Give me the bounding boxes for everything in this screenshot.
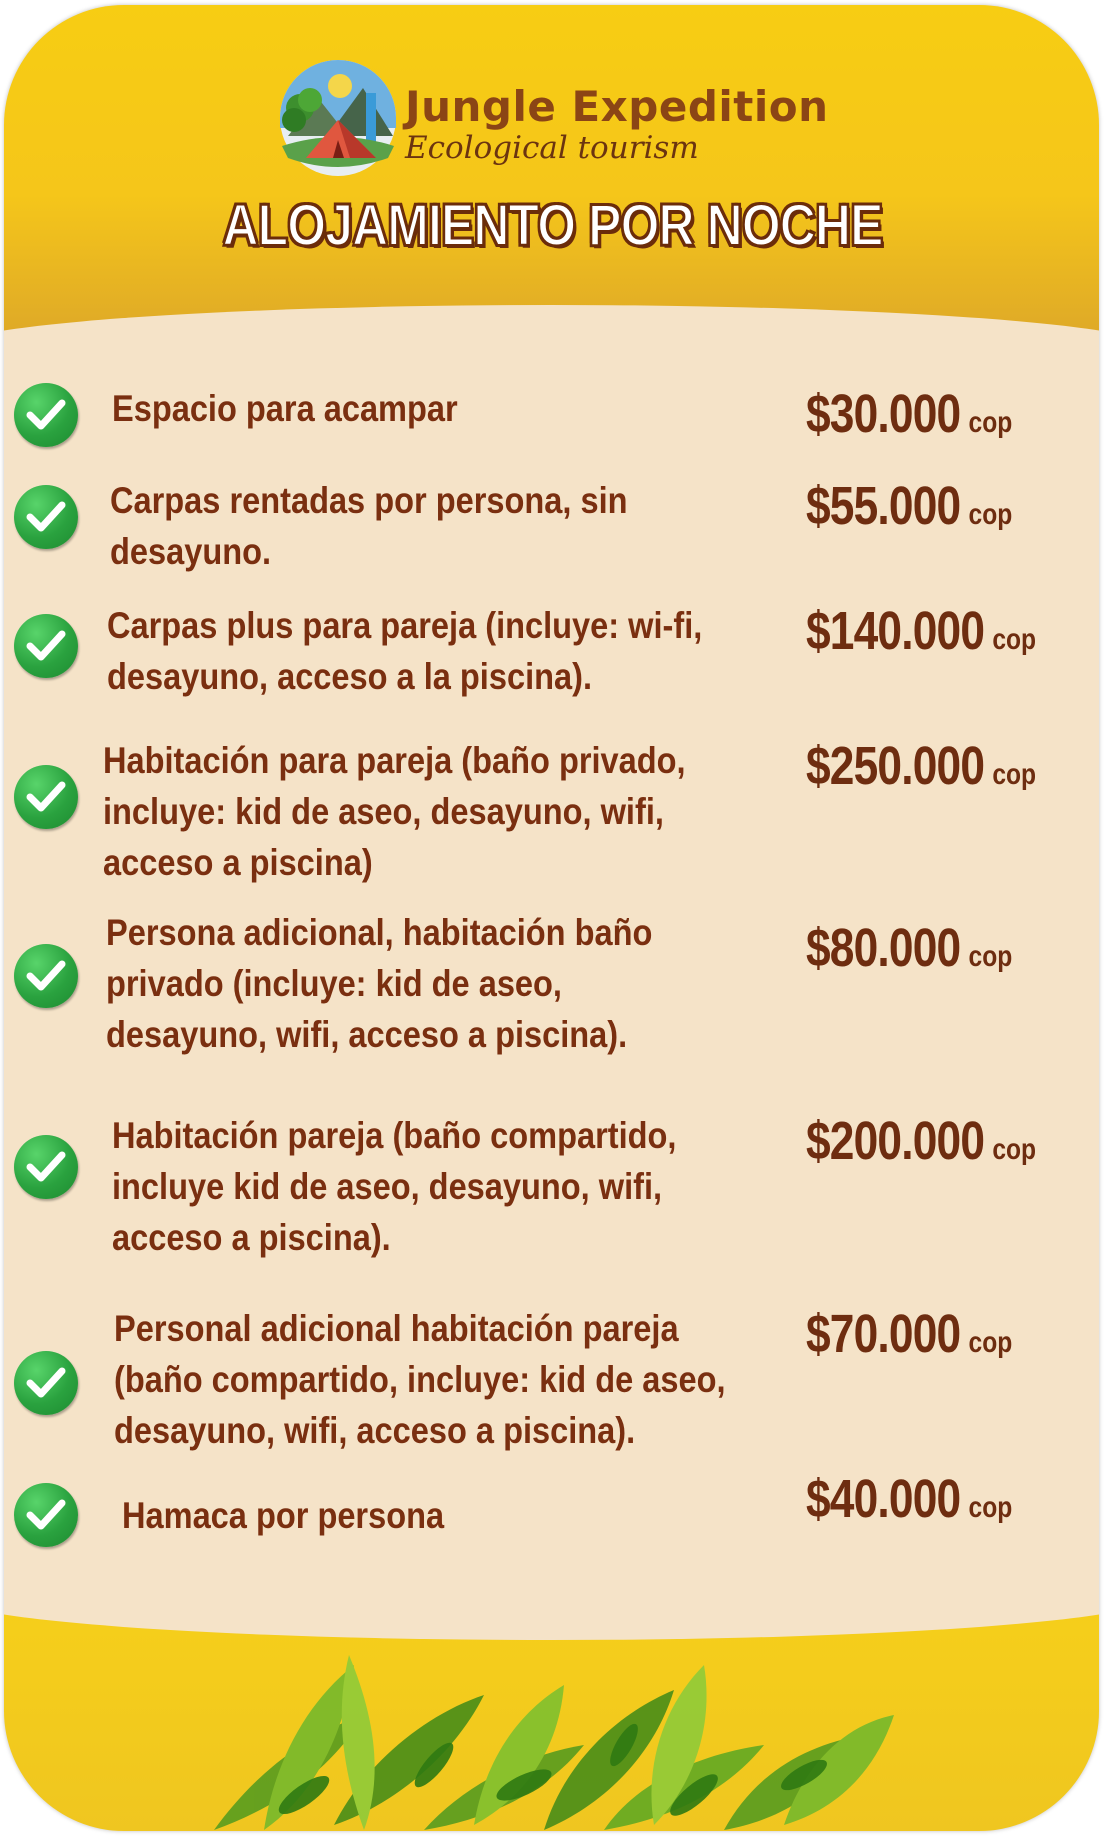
item-price [806,475,1012,537]
item-price [806,1110,1036,1172]
price-currency: cop [992,623,1037,656]
check-circle-icon [14,1135,78,1199]
price-currency: cop [992,1133,1037,1166]
item-description: Espacio para acampar [112,388,458,429]
price-amount: $250.000 [806,736,985,796]
footer-curve [4,1550,1099,1640]
price-amount: $70.000 [806,1304,961,1364]
item-description: Hamaca por persona [122,1495,445,1536]
item-price [806,383,1012,445]
item-description: Personal adicional habitación pareja (baño compartido, incluye: kid de aseo, desayuno, wifi, acceso a piscina). [114,1308,726,1451]
item-price [806,917,1012,979]
check-circle-icon [14,944,78,1008]
price-amount: $30.000 [806,384,961,444]
item-description: Persona adicional, habitación baño privado (incluye: kid de aseo, desayuno, wifi, acceso a piscina). [106,912,653,1055]
item-description: Carpas plus para pareja (incluye: wi-fi, desayuno, acceso a la piscina). [107,605,703,697]
price-amount: $55.000 [806,476,961,536]
item-description: Carpas rentadas por persona, sin desayuno. [110,480,628,572]
price-currency: cop [968,940,1013,973]
check-circle-icon [14,765,78,829]
price-amount: $40.000 [806,1469,961,1529]
check-circle-icon [14,1483,78,1547]
price-currency: cop [992,758,1037,791]
item-price [806,735,1036,797]
item-price [806,600,1036,662]
brand-tagline: Ecological tourism [405,130,699,166]
item-description: Habitación pareja (baño compartido, incluye kid de aseo, desayuno, wifi, acceso a piscina). [112,1115,677,1258]
price-amount: $80.000 [806,918,961,978]
price-currency: cop [968,406,1013,439]
brand-name: Jungle Expedition [405,82,829,131]
price-amount: $140.000 [806,601,985,661]
item-price [806,1303,1012,1365]
price-currency: cop [968,1326,1013,1359]
check-circle-icon [14,614,78,678]
header-band [4,5,1099,350]
price-amount: $200.000 [806,1111,985,1171]
price-currency: cop [968,498,1013,531]
item-price [806,1468,1012,1530]
camping-tent-logo [278,58,398,178]
check-circle-icon [14,1351,78,1415]
check-circle-icon [14,485,78,549]
price-currency: cop [968,1491,1013,1524]
page-title: ALOJAMIENTO POR NOCHE [222,193,883,258]
item-description: Habitación para pareja (baño privado, incluye: kid de aseo, desayuno, wifi, acceso a piscina) [103,740,686,883]
check-circle-icon [14,383,78,447]
